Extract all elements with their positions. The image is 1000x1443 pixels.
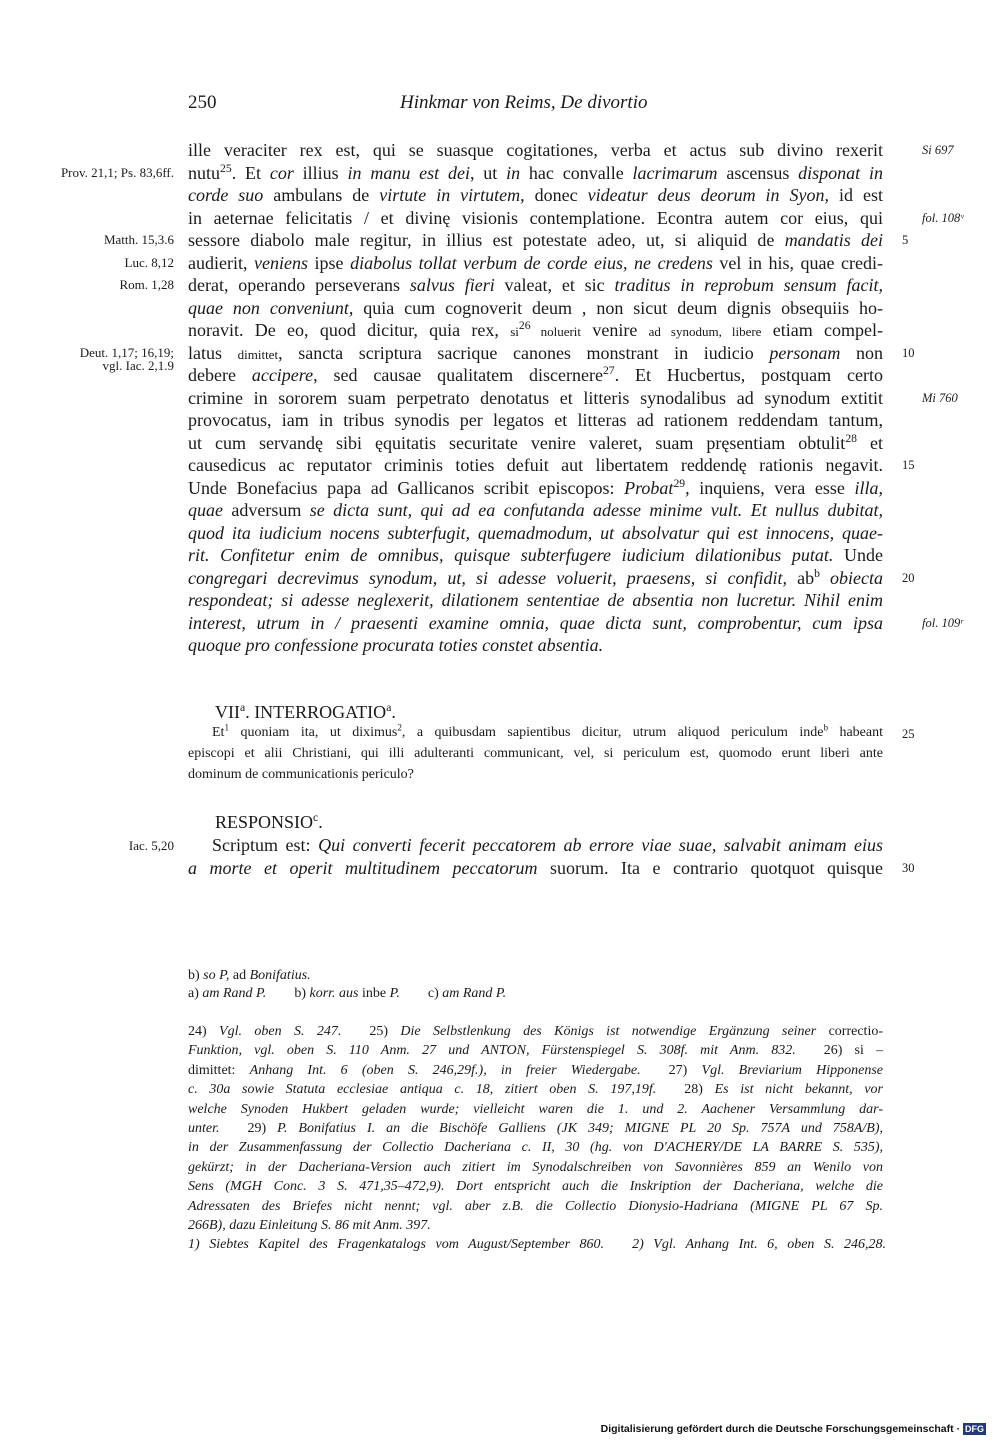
superscript: 28 [845,431,857,445]
italic-run: 1) Siebtes Kapitel des Fragenkatalogs vom August/September 860. [188,1237,605,1253]
footnote-line [188,1138,883,1157]
italic-run: Sens (MGH Conc. 3 S. 471,35–472,9). Dort entspricht auch die Inskription der Dacheriana, welche die [188,1179,883,1195]
line-number: 15 [902,458,915,472]
italic-run: traditus in reprobum sensum facit, [614,275,883,295]
italic-run: P. [389,986,400,1001]
italic-run: unter. [188,1121,220,1136]
italic-run: obiecta [830,567,884,588]
funding-text: Digitalisierung gefördert durch die Deutsche Forschungsgemeinschaft · [600,1423,960,1435]
footnote-line [188,1158,883,1177]
manuscript-reference: Si 697 [922,143,954,157]
text-line: dominum de communicationis periculo? [188,767,414,782]
text-line: in aeternae felicitatis / et divinę visionis contemplatione. Econtra autem cor eius, qui [188,207,883,228]
margin-reference: Luc. 8,12 [124,254,174,270]
section-heading: VII$^a$. INTERROGATIO$^a$. [215,701,396,722]
margin-reference: Iac. 5,20 [128,838,174,853]
text-line: debere accipere, sed causae qualitatem discernere$^{27}$. Et Hucbertus, postquam certo [188,364,883,385]
italic-run: in manu est dei [347,162,470,183]
italic-run: mandatis dei [784,230,883,250]
footnote-line [188,1100,883,1119]
italic-run: Qui converti fecerit peccatorem ab errore viae suae, salvabit animam eius [318,835,883,855]
footnote-line: unter. 29) P. Bonifatius I. an die Bischöfe Galliens (JK 349; MIGNE PL 20 Sp. 757A und 758A/B), [188,1121,883,1136]
italic-run: Die Selbstlenkung des Königs ist notwendige Ergänzung seiner [400,1024,817,1039]
small-caps-run: si [510,324,519,339]
italic-run: P. Bonifatius I. an die Bischöfe Galliens (JK 349; MIGNE PL 20 Sp. 757A und 758A/B), [277,1121,883,1136]
manuscript-reference: Mi 760 [922,390,958,405]
italic-run: Es ist nicht bekannt, vor [714,1082,883,1098]
italic-run: Probat [624,477,674,498]
text-line: audierit, veniens ipse diabolus tollat verbum de corde eius, ne credens vel in his, quae credi- [188,252,883,273]
superscript: 27 [602,364,615,377]
line-number: 30 [902,861,915,875]
text-line: noravit. De eo, quod dicitur, quia rex, $si^{26}$ noluerit venire ad synodum, libere etiam compel- [188,319,883,340]
italic-run: Anhang Int. 6 (oben S. 246,29f.), in freier Wiedergabe. [249,1062,641,1078]
italic-run: corde suo [188,185,264,205]
line-number: 25 [902,727,915,741]
text-line: rit. Confitetur enim de omnibus, quisque subterfugere iudicium dilationibus putat. Unde [188,545,883,565]
superscript: 25 [220,161,232,175]
footnote-line [188,1216,883,1235]
superscript: a [240,701,246,714]
italic-run: 266B), dazu Einleitung S. 86 mit Anm. 397. [188,1218,431,1233]
italic-run: disponat in [798,162,883,183]
italic-run: in [506,162,521,183]
italic-run: c. 30a sowie Statuta ecclesiae antiqua c. 18, zitiert oben S. 197,19f. [188,1082,657,1098]
superscript: 26 [518,319,531,332]
italic-run: cor [269,162,294,183]
italic-run: rit. Confitetur enim de omnibus, quisque subterfugere iudicium dilationibus putat. [188,545,834,565]
footnote-line: c. 30a sowie Statuta ecclesiae antiqua c. 18, zitiert oben S. 197,19f. 28) Es ist nicht bekannt, vor [188,1082,883,1098]
italic-run: illa, [854,477,883,498]
text-line: latus dimittet, sancta scriptura sacrique canones monstrant in iudicio personam non [188,342,884,363]
italic-run: so P, [203,968,230,983]
text-line: sessore diabolo male regitur, in illius est potestate adeo, ut, si aliquid de mandatis dei [188,230,883,250]
text-line: ille veraciter rex est, qui se suasque cogitationes, verba et actus sub divino rexerit [188,140,883,160]
margin-reference: Rom. 1,28 [119,277,174,292]
text-line: quae adversum se dicta sunt, qui ad ea confutanda adesse minime vult. Et nullus dubitat, [188,500,883,520]
italic-run: respondeat; si adesse neglexerit, dilationem sententiae de absentia non lucretur. Nihil enim [188,590,883,610]
italic-run: virtute in virtutem [379,185,521,205]
text-line: corde suo ambulans de virtute in virtutem, donec videatur deus deorum in Syon, id est [188,185,883,205]
italic-run: gekürzt; in der Dacheriana-Version auch zitiert im Synodalschreiben von Savonnières 859 an Wenilo von [188,1159,883,1175]
text-line: a morte et operit multitudinem peccatorum suorum. Ita e contrario quotquot quisque [188,858,883,878]
footnote-line: dimittet: Anhang Int. 6 (oben S. 246,29f.), in freier Wiedergabe. 27) Vgl. Breviarium Hipponense [188,1062,883,1078]
text-line: quae non conveniunt, quia cum cognoverit deum , non sicut deum dignis obsequiis ho- [188,297,883,318]
line-number: 20 [902,570,915,585]
superscript: a [386,701,392,714]
manuscript-reference: fol. 109ʳ [922,615,963,630]
text-line: Scriptum est: Qui converti fecerit peccatorem ab errore viae suae, salvabit animam eius [212,835,883,855]
italic-run: 2) Vgl. Anhang Int. 6, oben S. 246,28. [632,1237,886,1253]
text-line [188,589,883,611]
superscript: 29 [673,476,686,490]
section-heading: RESPONSIO$^c$. [215,811,323,832]
italic-run: Bonifatius. [249,968,311,983]
italic-run: lacrimarum [632,162,718,183]
text-line: crimine in sororem suam perpetrato denotatus et litteris synodalibus ad synodum extitit [188,387,883,408]
italic-run: quoque pro confessione procurata toties constet absentia. [188,635,604,655]
text-line [188,612,883,634]
superscript: 2 [397,722,402,733]
superscript: b [814,566,820,580]
footnote-line [188,1235,886,1254]
running-title: Hinkmar von Reims, De divortio [400,92,648,113]
line-number: 5 [902,233,909,247]
italic-run: veniens [254,252,308,273]
margin-reference: Deut. 1,17; 16,19; [79,344,174,360]
italic-run: a morte et operit multitudinem peccatorum [188,858,538,878]
italic-run: welche Synoden Hukbert geladen wurde; vielleicht waren die 1. und 2. Aachener Versammlung dar- [188,1101,883,1117]
italic-run: quod ita iudicium nocens subterfugit, quemadmodum, ut absolvatur qui est innocens, quae- [188,522,883,543]
apparatus-line: a) am Rand P. b) korr. aus inbe P. c) am Rand P. [188,986,507,1001]
italic-run: in der Zusammenfassung der Collectio Dacheriana c. II, 30 (hg. von D'ACHERY/DE LA BARRE S. 535), [188,1140,883,1156]
text-line: provocatus, iam in tribus synodis per legatos et litteras ad rationem reddendam tantum, [188,410,883,430]
margin-reference: Matth. 15,3.6 [103,232,174,247]
italic-run: korr. aus [309,986,359,1001]
italic-run: personam [769,342,841,363]
apparatus-line: b) so P, ad Bonifatius. [188,968,311,983]
small-caps-run: noluerit [530,324,582,339]
footnote-line: Funktion, vgl. oben S. 110 Anm. 27 und ANTON, Fürstenspiegel S. 308f. mit Anm. 832. 26) si – [188,1043,883,1059]
italic-run: salvus fieri [409,275,495,295]
italic-run: accipere [251,365,314,385]
italic-run: Vgl. Breviarium Hipponense [701,1062,883,1078]
text-line: congregari decrevimus synodum, ut, si adesse voluerit, praesens, si confidit, $ab^b$ obiecta [188,566,884,588]
dfg-logo: DFG [965,1424,984,1435]
text-line: nutu$^{25}$. Et cor illius in manu est dei, ut in hac convalle lacrimarum ascensus disponat in [188,161,883,183]
text-line: causedicus ac reputator criminis toties defuit aut libertatem reddendę rationis negavit. [188,455,883,475]
footnote-line [188,1177,883,1196]
italic-run: am Rand P. [442,986,507,1001]
margin-reference: vgl. Iac. 2,1.9 [102,358,174,373]
text-line: ut cum servandę sibi ęquitatis securitate venire valeret, suam pręsentiam obtulit$^{28}$ et [188,431,883,453]
italic-run: Funktion, vgl. oben S. 110 Anm. 27 und ANTON, Fürstenspiegel S. 308f. mit Anm. 832. [188,1043,796,1059]
manuscript-reference: fol. 108ᵛ [922,210,964,225]
italic-run: videatur deus deorum in Syon [587,185,825,205]
superscript: 1 [224,722,229,733]
superscript: b [823,722,829,733]
text-line [188,634,883,656]
superscript: c [313,811,319,824]
italic-run: am Rand P. [202,986,267,1001]
margin-reference: Prov. 21,1; Ps. 83,6ff. [60,164,174,180]
italic-run: diabolus tollat verbum de corde eius, ne credens [350,252,713,273]
footnote-line [188,1197,883,1216]
text-line: derat, operando perseverans salvus fieri valeat, et sic traditus in reprobum sensum facit, [188,275,883,295]
italic-run: Adressaten des Briefes nicht nennt; vgl. aber z.B. die Collectio Dionysio-Hadriana (MIGNE PL 67 Sp. [188,1198,883,1214]
italic-run: quae [188,500,223,520]
italic-run: interest, utrum in / praesenti examine omnia, quae dicta sunt, comprobentur, cum ipsa [188,612,883,633]
small-caps-run: dimittet [237,346,279,362]
italic-run: quae non conveniunt [188,297,349,318]
funding-note [601,1423,986,1435]
italic-run: Vgl. oben S. 247. [219,1024,342,1039]
italic-run: congregari decrevimus synodum, ut, si adesse voluerit, praesens, si confidit, [188,567,787,588]
footnote-line: 24) Vgl. oben S. 247. 25) Die Selbstlenkung des Königs ist notwendige Ergänzung seiner correctio- [188,1024,883,1039]
text-line [188,522,883,544]
text-line: episcopi et alii Christiani, qui illi adulteranti communicant, vel, si periculum est, quomodo erunt liberi ante [188,746,883,761]
page-number: 250 [188,92,217,113]
italic-run: se dicta sunt, qui ad ea confutanda adesse minime vult. Et nullus dubitat, [309,500,883,520]
text-line: Et$^1$ quoniam ita, ut diximus$^2$, a quibusdam sapientibus dicitur, utrum aliquod periculum inde$^b$ habeant [212,722,884,740]
small-caps-run: ad synodum, libere [648,324,762,339]
line-number: 10 [902,345,915,360]
text-line: Unde Bonefacius papa ad Gallicanos scribit episcopos: Probat$^{29}$, inquiens, vera esse illa, [188,476,883,498]
